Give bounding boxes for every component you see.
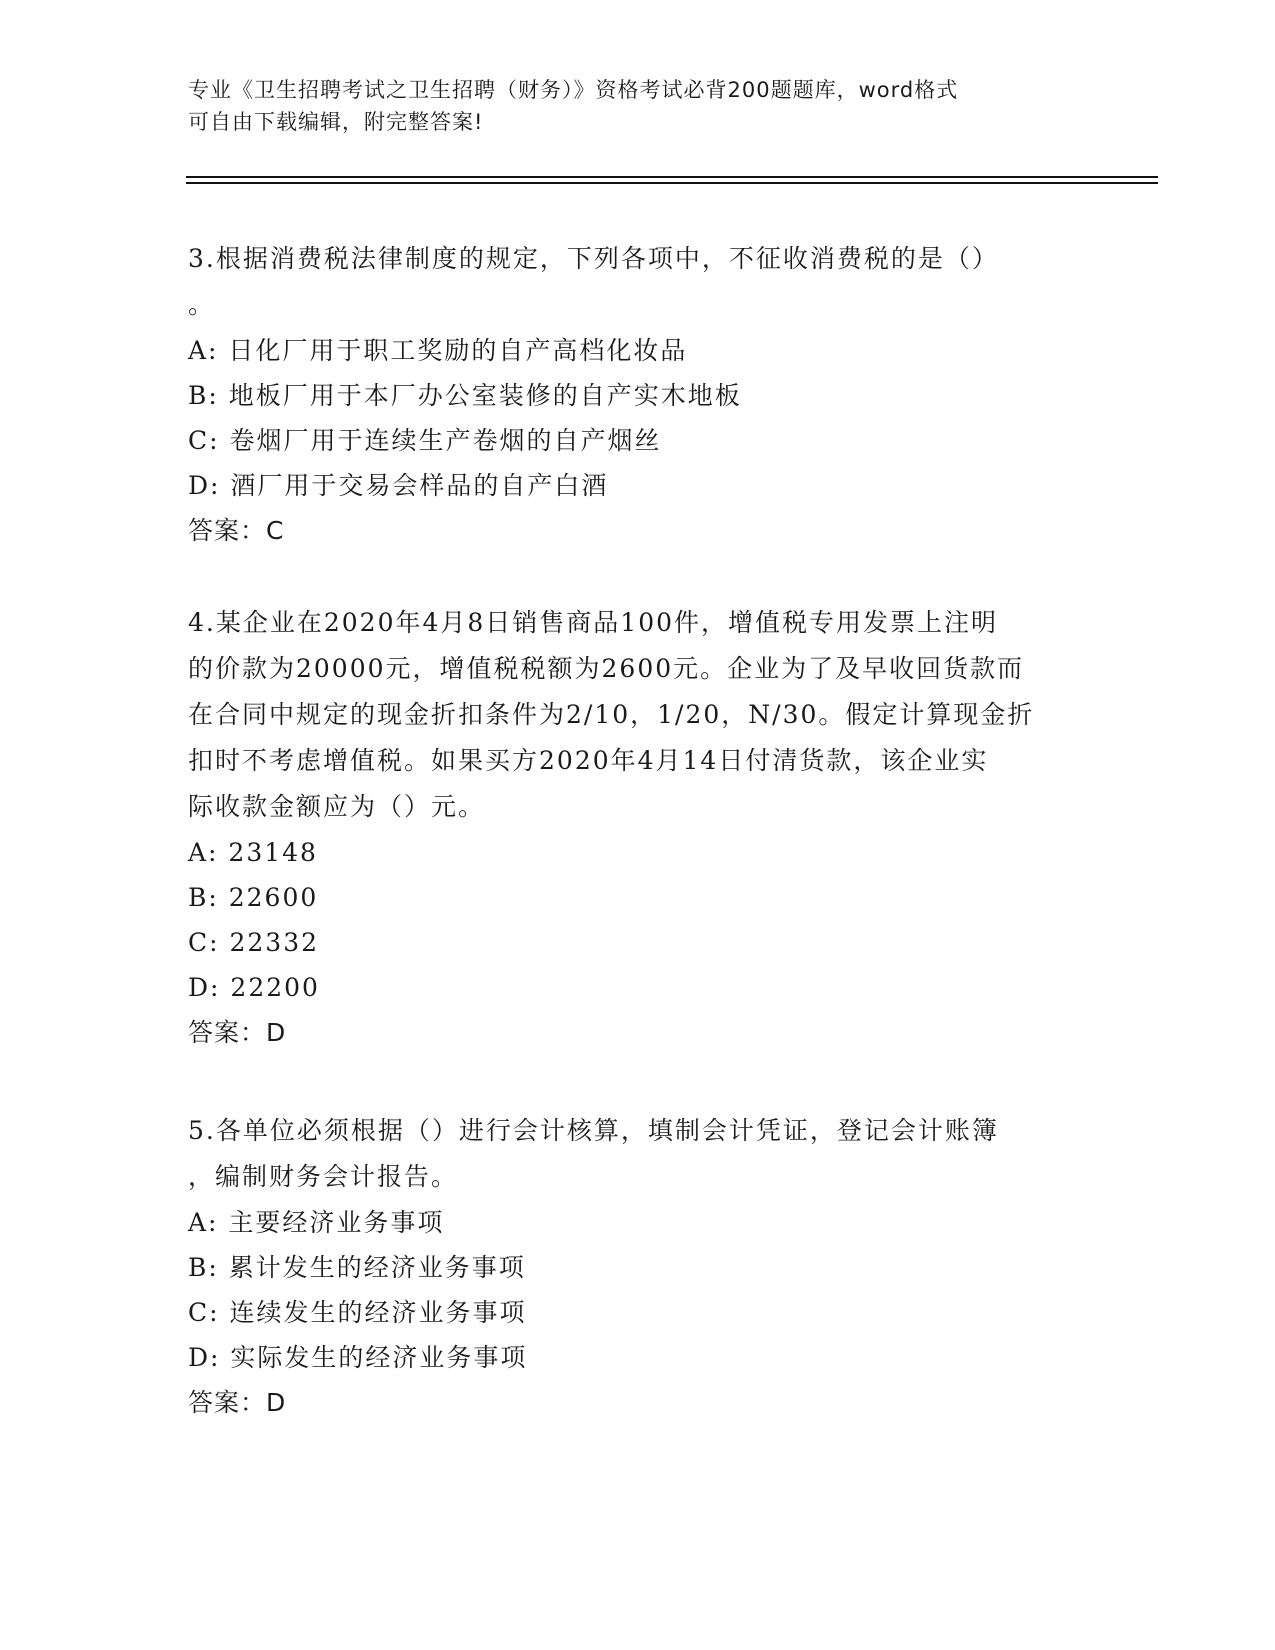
question-stem-line: 在合同中规定的现金折扣条件为2/10，1/20，N/30。假定计算现金折 — [188, 700, 1035, 729]
option-a: A: 23148 — [188, 838, 318, 867]
answer: 答案：C — [188, 516, 285, 545]
option-b: B: 地板厂用于本厂办公室装修的自产实木地板 — [188, 381, 742, 410]
document-header — [188, 74, 1088, 138]
option-c: C: 22332 — [188, 928, 320, 957]
option-d: D: 酒厂用于交易会样品的自产白酒 — [188, 471, 609, 500]
option-a: A: 日化厂用于职工奖励的自产高档化妆品 — [188, 336, 688, 365]
question-stem-line: 3.根据消费税法律制度的规定，下列各项中，不征收消费税的是（） — [188, 244, 999, 273]
header-title-line-2: 可自由下载编辑，附完整答案! — [188, 110, 484, 134]
option-c: C: 连续发生的经济业务事项 — [188, 1298, 527, 1327]
question-stem-line: 的价款为20000元，增值税税额为2600元。企业为了及早收回货款而 — [188, 654, 1025, 683]
question-stem-line: 4.某企业在2020年4月8日销售商品100件，增值税专用发票上注明 — [188, 608, 999, 637]
question-5 — [188, 1108, 1078, 1426]
option-a: A: 主要经济业务事项 — [188, 1208, 445, 1237]
question-3 — [188, 236, 1078, 554]
question-stem-line: 5.各单位必须根据（）进行会计核算，填制会计凭证，登记会计账簿 — [188, 1116, 999, 1145]
option-b: B: 累计发生的经济业务事项 — [188, 1253, 526, 1282]
question-stem-line: 扣时不考虑增值税。如果买方2020年4月14日付清货款，该企业实 — [188, 746, 989, 775]
header-title-line-1: 专业《卫生招聘考试之卫生招聘（财务）》资格考试必背200题题库，word格式 — [188, 78, 959, 102]
header-divider-top — [186, 176, 1158, 178]
option-c: C: 卷烟厂用于连续生产卷烟的自产烟丝 — [188, 426, 662, 455]
question-stem-line: ，编制财务会计报告。 — [188, 1162, 459, 1191]
answer: 答案：D — [188, 1388, 287, 1417]
header-divider-bottom — [186, 182, 1158, 184]
option-b: B: 22600 — [188, 883, 319, 912]
question-4 — [188, 600, 1078, 1056]
answer: 答案：D — [188, 1018, 287, 1047]
option-d: D: 实际发生的经济业务事项 — [188, 1343, 528, 1372]
question-stem-line: 际收款金额应为（）元。 — [188, 792, 486, 821]
question-stem-line: 。 — [188, 290, 216, 319]
option-d: D: 22200 — [188, 973, 320, 1002]
